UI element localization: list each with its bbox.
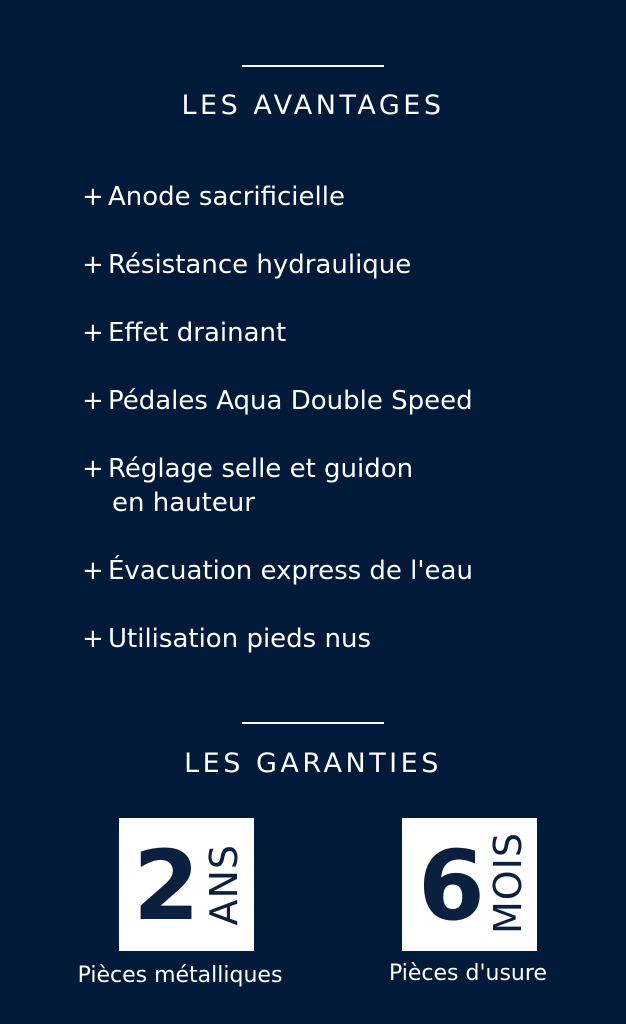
advantages-list	[82, 180, 602, 656]
guarantee-badge-months	[402, 818, 537, 951]
advantages-heading: LES AVANTAGES	[181, 90, 445, 121]
plus-icon: +	[82, 454, 104, 484]
advantage-item	[82, 248, 602, 282]
advantage-label: Anode sacrificielle	[108, 182, 345, 212]
plus-icon: +	[82, 556, 104, 586]
advantage-label: Résistance hydraulique	[108, 250, 412, 280]
advantage-label: Effet drainant	[108, 318, 287, 348]
top-divider	[242, 65, 384, 67]
guarantees-heading: LES GARANTIES	[184, 748, 442, 779]
advantage-item	[82, 452, 602, 520]
plus-icon: +	[82, 182, 104, 212]
advantage-label: Évacuation express de l'eau	[108, 556, 473, 586]
advantage-label-continuation: en hauteur	[112, 488, 255, 518]
advantage-item	[82, 554, 602, 588]
plus-icon: +	[82, 386, 104, 416]
guarantee-badge-years	[119, 818, 254, 951]
plus-icon: +	[82, 318, 104, 348]
guarantee-unit: MOIS	[486, 832, 530, 935]
advantage-item	[82, 622, 602, 656]
guarantee-unit: ANS	[202, 844, 246, 926]
advantage-label: Pédales Aqua Double Speed	[108, 386, 473, 416]
guarantee-caption-metal: Pièces métalliques	[77, 963, 283, 988]
advantage-label: Réglage selle et guidon	[108, 454, 414, 484]
advantage-item	[82, 316, 602, 350]
plus-icon: +	[82, 250, 104, 280]
advantage-item	[82, 384, 602, 418]
advantage-label: Utilisation pieds nus	[108, 624, 371, 654]
guarantee-caption-wear: Pièces d'usure	[389, 961, 547, 986]
guarantee-number: 2	[133, 830, 200, 942]
guarantee-number: 6	[418, 830, 485, 942]
advantage-item	[82, 180, 602, 214]
plus-icon: +	[82, 624, 104, 654]
middle-divider	[242, 722, 384, 724]
